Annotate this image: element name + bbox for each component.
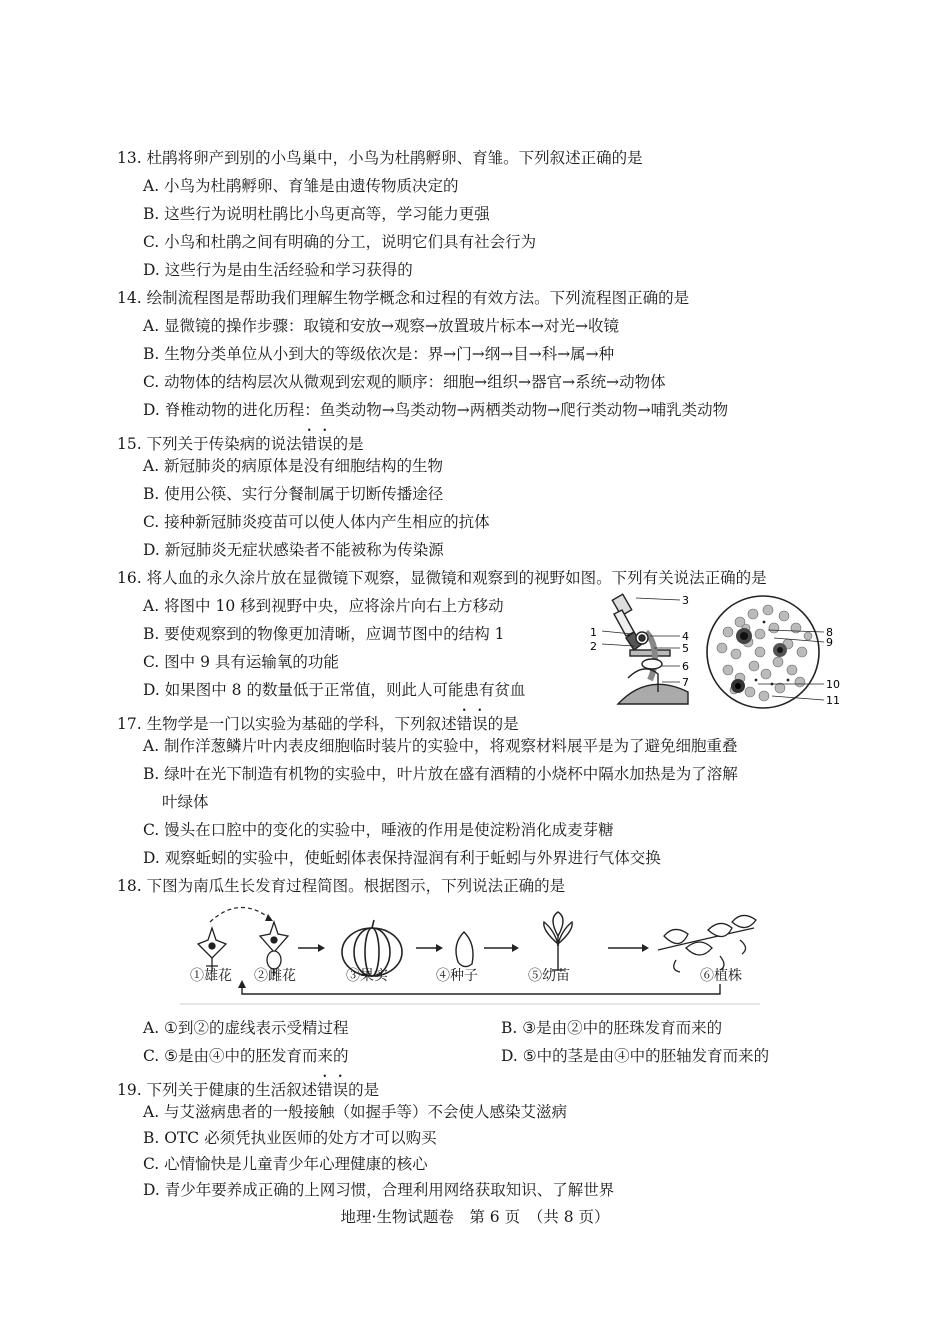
q17-option-a: A. 制作洋葱鳞片叶内表皮细胞临时装片的实验中，将观察材料展平是为了避免细胞重叠 — [143, 737, 738, 755]
q14-stem: 14. 绘制流程图是帮助我们理解生物学概念和过程的有效方法。下列流程图正确的是 — [117, 289, 690, 307]
q16-option-d: D. 如果图中 8 的数量低于正常值，则此人可能患有贫血 — [143, 681, 526, 699]
microscope-icon — [612, 594, 688, 704]
q17-stem: 17. 生物学是一门以实验为基础的学科，下列叙述错误的是 — [117, 715, 519, 733]
view-label-8: 8 — [826, 626, 833, 639]
mic-label-6: 6 — [682, 660, 689, 673]
q13-option-c: C. 小鸟和杜鹃之间有明确的分工，说明它们具有社会行为 — [143, 233, 537, 251]
q19-option-d: D. 青少年要养成正确的上网习惯，合理利用网络获取知识、了解世界 — [143, 1181, 615, 1199]
q17-option-b: B. 绿叶在光下制造有机物的实验中，叶片放在盛有酒精的小烧杯中隔水加热是为了溶解 — [143, 765, 738, 783]
view-label-9: 9 — [826, 636, 833, 649]
q19-emphasis: 错误 — [317, 1081, 349, 1099]
view-label-11: 11 — [826, 694, 840, 707]
q13-stem: 13. 杜鹃将卵产到别的小鸟巢中，小鸟为杜鹃孵卵、育雏。下列叙述正确的是 — [117, 149, 643, 167]
q15-stem: 15. 下列关于传染病的说法错误的是 — [117, 435, 364, 453]
mic-label-2: 2 — [590, 640, 597, 653]
q18-option-c: C. ⑤是由④中的胚发育而来的 — [143, 1047, 349, 1065]
mic-label-1: 1 — [590, 626, 597, 639]
q17-option-d: D. 观察蚯蚓的实验中，使蚯蚓体表保持湿润有利于蚯蚓与外界进行气体交换 — [143, 849, 661, 867]
q16-option-a: A. 将图中 10 移到视野中央，应将涂片向右上方移动 — [143, 597, 504, 615]
q14-option-c: C. 动物体的结构层次从微观到宏观的顺序：细胞→组织→器官→系统→动物体 — [143, 373, 666, 391]
q19-option-b: B. OTC 必须凭执业医师的处方才可以购买 — [143, 1129, 437, 1147]
q15-emphasis: 错误 — [301, 435, 333, 453]
mic-label-4: 4 — [682, 630, 689, 643]
q15-option-c: C. 接种新冠肺炎疫苗可以使人体内产生相应的抗体 — [143, 513, 490, 531]
pumpkin-lifecycle-diagram — [180, 900, 770, 1010]
mic-label-7: 7 — [682, 676, 689, 689]
q16-option-c: C. 图中 9 具有运输氧的功能 — [143, 653, 339, 671]
q15-option-b: B. 使用公筷、实行分餐制属于切断传播途径 — [143, 485, 444, 503]
q17-option-c: C. 馒头在口腔中的变化的实验中，唾液的作用是使淀粉消化成麦芽糖 — [143, 821, 614, 839]
stage-seed: ④种子 — [436, 968, 478, 984]
male-flower-icon — [198, 928, 226, 972]
stage-female-flower: ②雌花 — [254, 968, 296, 984]
seed-icon — [456, 932, 473, 967]
q19-stem: 19. 下列关于健康的生活叙述错误的是 — [117, 1081, 380, 1099]
q18-option-a: A. ①到②的虚线表示受精过程 — [143, 1019, 349, 1037]
stage-male-flower: ①雄花 — [190, 968, 232, 984]
q19-option-c: C. 心情愉快是儿童青少年心理健康的核心 — [143, 1155, 428, 1173]
q13-option-b: B. 这些行为说明杜鹃比小鸟更高等，学习能力更强 — [143, 205, 490, 223]
stage-seedling: ⑤幼苗 — [528, 968, 570, 984]
q16-option-b: B. 要使观察到的物像更加清晰，应调节图中的结构 1 — [143, 625, 505, 643]
seedling-icon — [544, 912, 572, 970]
mic-label-3: 3 — [682, 594, 689, 607]
q13-option-a: A. 小鸟为杜鹃孵卵、育雏是由遗传物质决定的 — [143, 177, 459, 195]
stage-fruit: ③果实 — [346, 968, 388, 984]
q17-emphasis: 错误 — [456, 715, 488, 733]
q15-option-a: A. 新冠肺炎的病原体是没有细胞结构的生物 — [143, 457, 444, 475]
stage-plant: ⑥植株 — [700, 968, 742, 984]
q14-option-a: A. 显微镜的操作步骤：取镜和安放→观察→放置玻片标本→对光→收镜 — [143, 317, 619, 335]
view-label-10: 10 — [826, 678, 840, 691]
q15-option-d: D. 新冠肺炎无症状感染者不能被称为传染源 — [143, 541, 444, 559]
pumpkin-plant-icon — [658, 915, 756, 972]
microscope-figure — [588, 592, 848, 712]
page-footer: 地理·生物试题卷 第 6 页 （共 8 页） — [340, 1208, 610, 1226]
q16-stem: 16. 将人血的永久涂片放在显微镜下观察，显微镜和观察到的视野如图。下列有关说法正确的是 — [117, 569, 767, 587]
mic-label-5: 5 — [682, 642, 689, 655]
blood-smear-view — [707, 596, 819, 708]
q14-option-d: D. 脊椎动物的进化历程：鱼类动物→鸟类动物→两栖类动物→爬行类动物→哺乳类动物 — [143, 401, 729, 419]
q17-option-b-cont: 叶绿体 — [162, 793, 209, 811]
q13-option-d: D. 这些行为是由生活经验和学习获得的 — [143, 261, 413, 279]
q18-option-b: B. ③是由②中的胚珠发育而来的 — [501, 1019, 723, 1037]
q19-option-a: A. 与艾滋病患者的一般接触（如握手等）不会使人感染艾滋病 — [143, 1103, 568, 1121]
q14-option-b: B. 生物分类单位从小到大的等级依次是：界→门→纲→目→科→属→种 — [143, 345, 615, 363]
q18-option-d: D. ⑤中的茎是由④中的胚轴发育而来的 — [501, 1047, 770, 1065]
q18-stem: 18. 下图为南瓜生长发育过程简图。根据图示，下列说法正确的是 — [117, 877, 566, 895]
